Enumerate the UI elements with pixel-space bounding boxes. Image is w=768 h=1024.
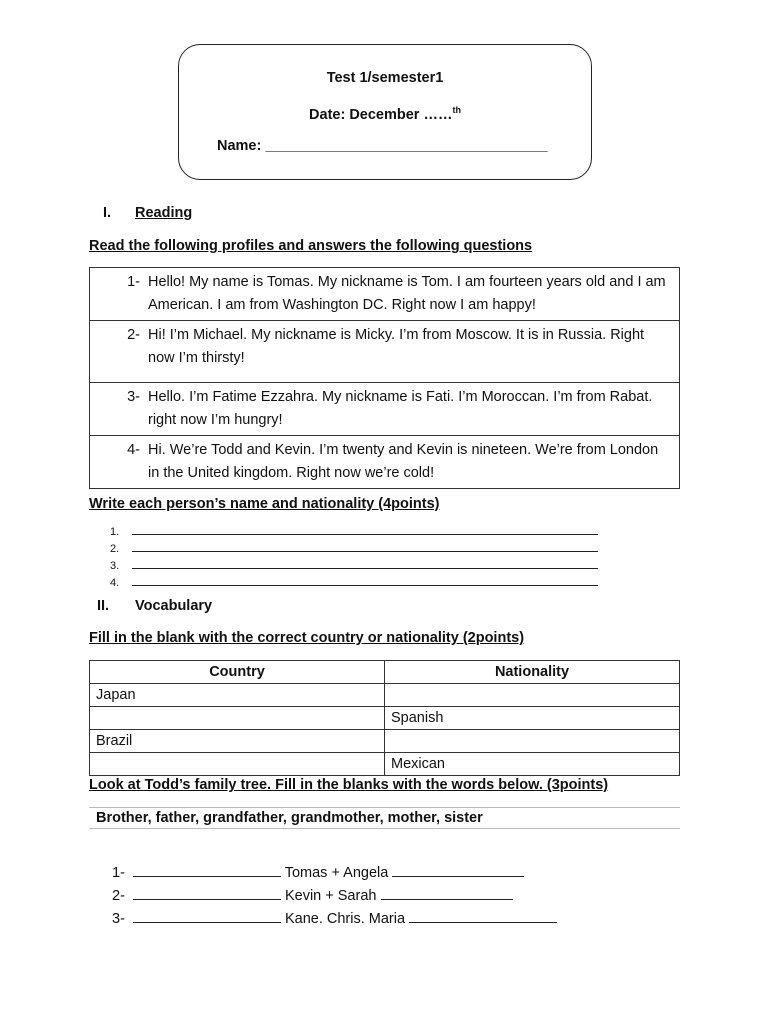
profile-row [90, 436, 680, 489]
profile-text: Hello! My name is Tomas. My nickname is Tom. I am fourteen years old and I am American. I am from Washington DC. Right now I am happy! [148, 274, 666, 313]
family-item-text: Tomas + Angela [284, 865, 389, 881]
answer-line[interactable] [133, 864, 281, 877]
word-bank: Brother, father, grandfather, grandmother, mother, sister [96, 810, 483, 826]
profile-text: Hi! I’m Michael. My nickname is Micky. I’m from Moscow. It is in Russia. Right now I’m thirsty! [148, 327, 645, 366]
section-2-title: Vocabulary [135, 598, 213, 614]
family-item [112, 864, 524, 881]
country-cell[interactable]: Japan [90, 684, 385, 707]
family-item-number: 2- [112, 888, 125, 904]
test-header-box [178, 44, 592, 180]
word-bank-box [89, 807, 680, 829]
blank-number: 3. [110, 560, 120, 572]
profile-text: Hello. I’m Fatime Ezzahra. My nickname is Fati. I’m Moroccan. I’m from Rabat. right now I’m hungry! [148, 389, 653, 428]
section-1-number: I. [103, 205, 112, 221]
country-cell[interactable] [90, 707, 385, 730]
profile-number: 3- [127, 389, 140, 405]
profile-row [90, 321, 680, 383]
country-nationality-table [89, 660, 680, 776]
test-title: Test 1/semester1 [326, 70, 444, 86]
answer-blank-row[interactable] [110, 560, 598, 572]
family-tree-instruction: Look at Todd’s family tree. Fill in the blanks with the words below. (3points) [89, 777, 609, 793]
nationality-cell[interactable] [385, 684, 680, 707]
family-item-number: 3- [112, 911, 125, 927]
family-item [112, 887, 513, 904]
date-label: Date: December …… [309, 106, 453, 123]
answer-line[interactable] [381, 887, 513, 900]
table-row [90, 753, 680, 776]
profiles-table [89, 267, 680, 489]
date-suffix: th [452, 105, 461, 115]
answer-blank-row[interactable] [110, 577, 598, 589]
name-field-line[interactable]: Name: ___________________________________ [217, 138, 548, 154]
profile-number: 1- [127, 274, 140, 290]
profile-number: 4- [127, 442, 140, 458]
vocabulary-instruction: Fill in the blank with the correct country or nationality (2points) [89, 630, 525, 646]
nationality-header: Nationality [385, 661, 680, 684]
profile-row [90, 383, 680, 436]
table-row [90, 707, 680, 730]
profile-row [90, 268, 680, 321]
date-line [179, 105, 591, 123]
answer-blank-row[interactable] [110, 526, 598, 538]
nationality-cell[interactable] [385, 730, 680, 753]
table-row [90, 684, 680, 707]
answer-line[interactable] [132, 560, 598, 569]
answer-line[interactable] [133, 887, 281, 900]
country-cell[interactable] [90, 753, 385, 776]
family-item-number: 1- [112, 865, 125, 881]
nationality-cell[interactable]: Spanish [385, 707, 680, 730]
answer-line[interactable] [132, 577, 598, 586]
write-instruction: Write each person’s name and nationality (4points) [89, 496, 440, 512]
profile-text: Hi. We’re Todd and Kevin. I’m twenty and Kevin is nineteen. We’re from London in the United kingdom. Right now we’re cold! [148, 442, 659, 481]
family-item-text: Kevin + Sarah [284, 888, 377, 904]
country-cell[interactable]: Brazil [90, 730, 385, 753]
answer-line[interactable] [132, 543, 598, 552]
section-2-number: II. [97, 598, 110, 614]
reading-instruction: Read the following profiles and answers the following questions [89, 238, 533, 254]
answer-line[interactable] [132, 526, 598, 535]
section-1-title: Reading [135, 205, 193, 221]
blank-number: 1. [110, 526, 120, 538]
answer-line[interactable] [409, 910, 557, 923]
table-header-row [90, 661, 680, 684]
answer-line[interactable] [133, 910, 281, 923]
family-item-text: Kane. Chris. Maria [284, 911, 406, 927]
profile-number: 2- [127, 327, 140, 343]
country-header: Country [90, 661, 385, 684]
blank-number: 4. [110, 577, 120, 589]
family-item [112, 910, 557, 927]
blank-number: 2. [110, 543, 120, 555]
table-row [90, 730, 680, 753]
answer-line[interactable] [392, 864, 524, 877]
nationality-cell[interactable]: Mexican [385, 753, 680, 776]
answer-blank-row[interactable] [110, 543, 598, 555]
